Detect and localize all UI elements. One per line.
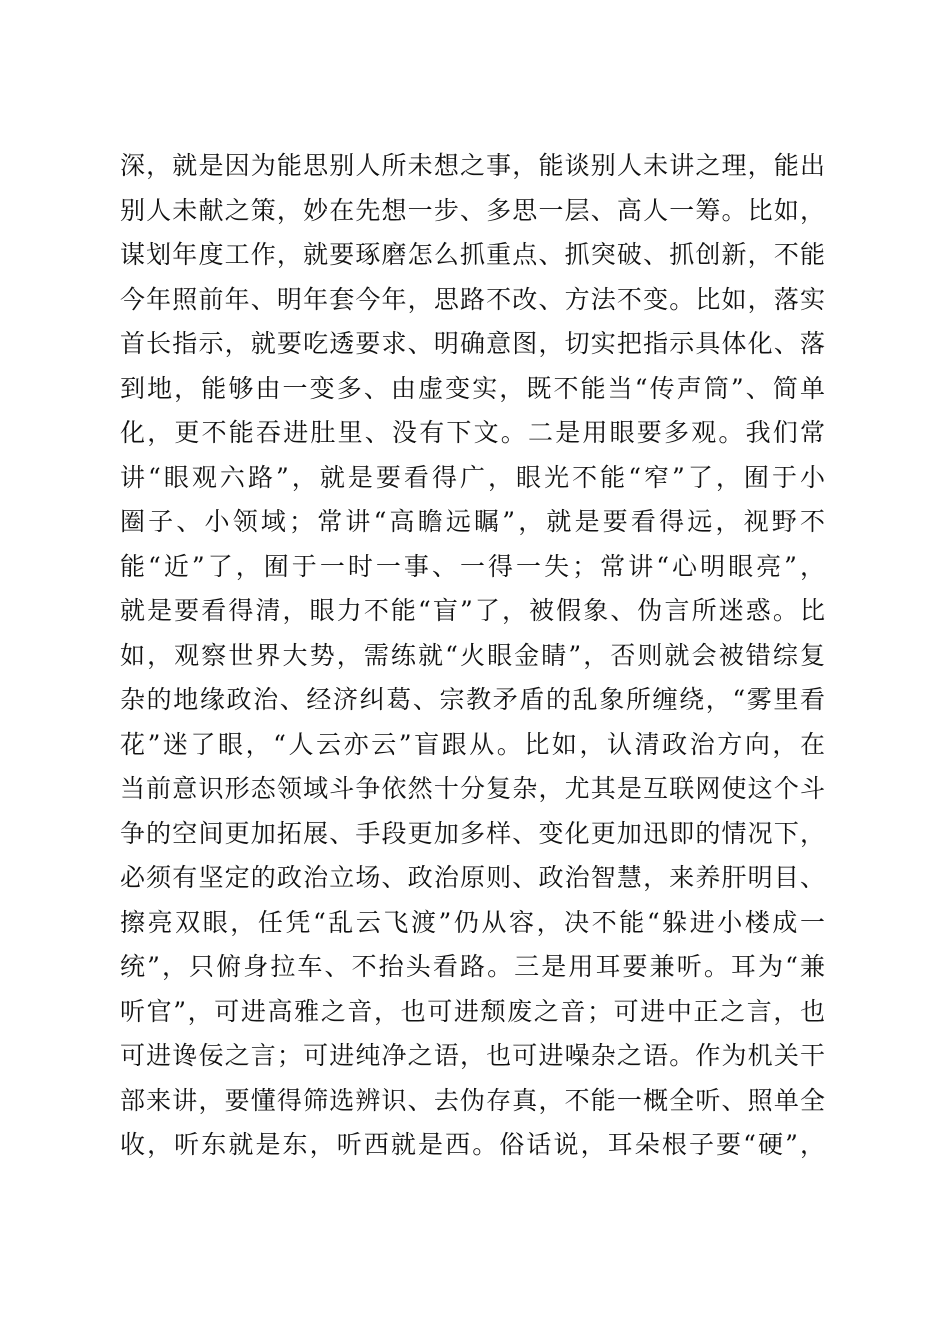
text-line: 必须有坚定的政治立场、政治原则、政治智慧，来养肝明目、 [120, 863, 825, 892]
text-line: 讲“眼观六路”，就是要看得广，眼光不能“窄”了，囿于小 [120, 462, 825, 492]
text-line: 收，听东就是东，听西就是西。俗话说，耳朵根子要“硬”， [120, 1130, 825, 1159]
body-text [120, 144, 825, 1168]
text-line: 当前意识形态领域斗争依然十分复杂，尤其是互联网使这个斗 [120, 774, 825, 803]
text-line: 别人未献之策，妙在先想一步、多思一层、高人一筹。比如， [120, 195, 825, 225]
text-line: 花”迷了眼，“人云亦云”盲跟从。比如，认清政治方向，在 [120, 729, 825, 759]
text-line: 谋划年度工作，就要琢磨怎么抓重点、抓突破、抓创新，不能 [120, 240, 825, 269]
text-line: 深，就是因为能思别人所未想之事，能谈别人未讲之理，能出 [120, 151, 825, 180]
text-line: 擦亮双眼，任凭“乱云飞渡”仍从容，决不能“躲进小楼成一 [120, 907, 825, 937]
text-line: 部来讲，要懂得筛选辨识、去伪存真，不能一概全听、照单全 [120, 1085, 825, 1115]
text-line: 到地，能够由一变多、由虚变实，既不能当“传声筒”、简单 [120, 373, 825, 403]
text-line: 可进谗佞之言；可进纯净之语，也可进噪杂之语。作为机关干 [120, 1041, 825, 1070]
text-line: 统”，只俯身拉车、不抬头看路。三是用耳要兼听。耳为“兼 [120, 952, 825, 981]
text-line: 今年照前年、明年套今年，思路不改、方法不变。比如，落实 [120, 284, 825, 314]
text-line: 就是要看得清，眼力不能“盲”了，被假象、伪言所迷惑。比 [120, 596, 825, 625]
text-line: 如，观察世界大势，需练就“火眼金睛”，否则就会被错综复 [120, 640, 825, 670]
text-line: 圈子、小领域；常讲“高瞻远瞩”，就是要看得远，视野不 [120, 507, 825, 536]
text-line: 化，更不能吞进肚里、没有下文。二是用眼要多观。我们常 [120, 418, 825, 447]
text-line: 听官”，可进高雅之音，也可进颓废之音；可进中正之言，也 [120, 996, 825, 1026]
text-line: 争的空间更加拓展、手段更加多样、变化更加迅即的情况下， [120, 818, 825, 848]
text-line: 首长指示，就要吃透要求、明确意图，切实把指示具体化、落 [120, 329, 825, 358]
text-line: 杂的地缘政治、经济纠葛、宗教矛盾的乱象所缠绕，“雾里看 [120, 685, 825, 714]
text-line: 能“近”了，囿于一时一事、一得一失；常讲“心明眼亮”， [120, 551, 825, 581]
